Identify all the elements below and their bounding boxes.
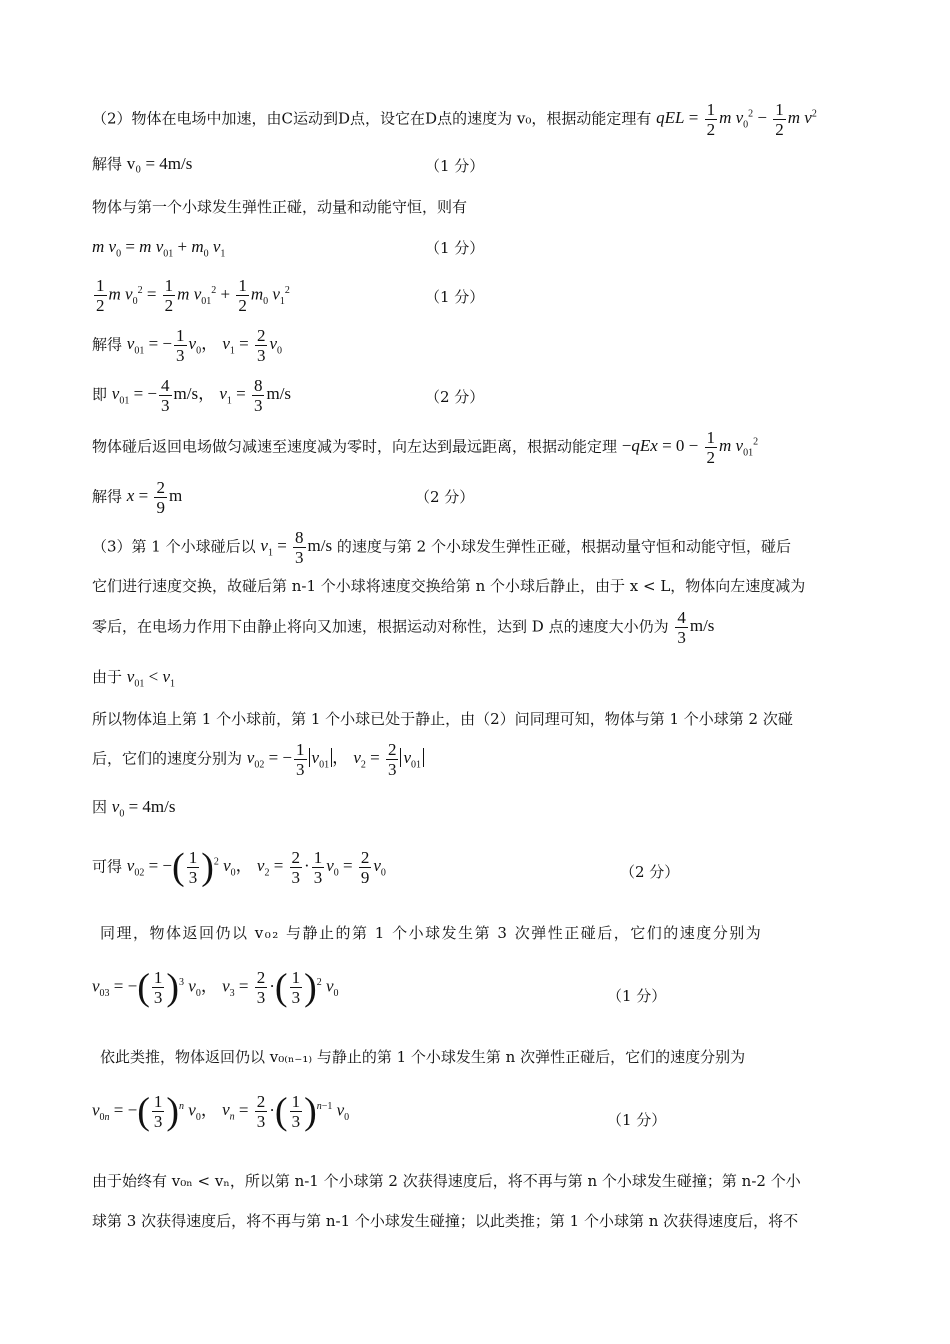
- solve-label: 解得: [92, 487, 123, 506]
- catchup-line-1: 所以物体追上第 1 个小球前，第 1 个小球已处于静止，由（2）问同理可知，物体与第 1 个小球第 2 次碰: [92, 710, 793, 728]
- score-label: （2 分）: [425, 388, 485, 406]
- p2-intro-text: （2）物体在电场中加速，由C运动到D点，设它在D点的速度为 v₀，根据动能定理有: [92, 109, 652, 128]
- solve-v01-line: 解得 $v_{01}$ = − $\frac{1}{3}$ $v_0$， $v_1$ = $\frac{2}{3}$ $v_0$: [92, 326, 283, 365]
- p3-line-1: （3）第 1 个小球碰后以 $v_1$ = $\frac{8}{3}$ m/s 的速度与第 2 个小球发生弹性正碰，根据动量守恒和动能守恒，碰后: [92, 528, 791, 567]
- p2-intro-line: [92, 100, 862, 139]
- ji-label: 即: [92, 385, 108, 404]
- analog-line: 依此类推，物体返回仍以 v₀₍ₙ₋₁₎ 与静止的第 1 个小球发生第 n 次弹性正碰后，它们的速度分别为: [100, 1048, 746, 1066]
- return-line: 物体碰后返回电场做匀减速至速度减为零时，向左达到最远距离，根据动能定理 −qEx = 0 − $\frac{1}{2}$ m $v_{01}^2$: [92, 428, 759, 467]
- solve-label: 解得: [92, 335, 123, 354]
- kinetic-energy-equation: $\frac{1}{2}$ m $v_0^2$ = $\frac{1}{2}$ m $v_{01}^2$ + $\frac{1}{2}$ $m_0$ $v_1^2$: [96, 276, 290, 315]
- same-line: 同理，物体返回仍以 v₀₂ 与静止的第 1 个小球发生第 3 次弹性正碰后，它们的速度分别为: [100, 924, 763, 942]
- p3-line-2: 它们进行速度交换，故碰后第 n-1 个小球将速度交换给第 n 个小球后静止，由于 x < L，物体向左速度减为: [92, 577, 806, 595]
- score-label: （1 分）: [607, 1111, 667, 1129]
- final-line-1: 由于始终有 v₀ₙ < vₙ，所以第 n-1 个小球第 2 次获得速度后，将不再与第 n 个小球发生碰撞；第 n-2 个小: [92, 1172, 801, 1190]
- collision-text: 物体与第一个小球发生弹性正碰，动量和动能守恒，则有: [92, 198, 468, 216]
- momentum-equation: m $v_0 = m$ $v_{01} + m_0$ $v_1$: [92, 237, 226, 260]
- since-line: 由于 $v_{01} < v_1$: [92, 667, 175, 690]
- v03-equation: $v_{03}$ = −( $\frac{1}{3}$ )$^3$ $v_0$， $v_3$ = $\frac{2}{3}$ ·( $\frac{1}{3}$ )$^2$ $v_0$: [92, 966, 339, 1009]
- solve-label: 解得: [92, 155, 123, 173]
- final-line-2: 球第 3 次获得速度后，将不再与第 n-1 个小球发生碰撞；以此类推；第 1 个小球第 n 次获得速度后，将不: [92, 1212, 799, 1230]
- score-label: （1 分）: [425, 157, 485, 175]
- v0n-equation: $v_{0n}$ = −( $\frac{1}{3}$ )$^n$ $v_0$， $v_n$ = $\frac{2}{3}$ ·( $\frac{1}{3}$ )$^{n-1}$ $v_0$: [92, 1090, 350, 1133]
- yin-line: 因 $v_0 = 4m/s$: [92, 797, 176, 820]
- values-v01-line: 即 $v_{01}$ = − $\frac{4}{3}$ m/s， $v_1$ = $\frac{8}{3}$ m/s: [92, 376, 292, 415]
- energy-equation: qEL = $\frac{1}{2}$ m $v_0^2$ − $\frac{1}{2}$ m $v^2$: [656, 100, 817, 139]
- score-label: （2 分）: [620, 863, 680, 881]
- score-label: （2 分）: [415, 488, 475, 506]
- score-label: （1 分）: [607, 987, 667, 1005]
- solve-x-line: 解得 x = $\frac{2}{9}$ m: [92, 478, 183, 517]
- catchup-line-2: 后，它们的速度分别为 $v_{02}$ = − $\frac{1}{3}$ $v_{01}$ ， $v_2$ = $\frac{2}{3}$ $v_{01}$: [92, 740, 862, 779]
- score-label: （1 分）: [425, 288, 485, 306]
- v0-equation: v₀ = 4m/s: [126, 154, 193, 173]
- kede-line: 可得 $v_{02}$ = −( $\frac{1}{3}$ )$^2$ $v_0$， $v_2$ = $\frac{2}{3}$ · $\frac{1}{3}$ $v_0$ = $\frac{2}{9}$ $v_0$: [92, 846, 386, 889]
- score-label: （1 分）: [425, 239, 485, 257]
- return-text: 物体碰后返回电场做匀减速至速度减为零时，向左达到最远距离，根据动能定理: [92, 437, 618, 456]
- p3-line-3: 零后，在电场力作用下由静止将向又加速，根据运动对称性，达到 D 点的速度大小仍为 $\frac{4}{3}$ m/s: [92, 608, 715, 647]
